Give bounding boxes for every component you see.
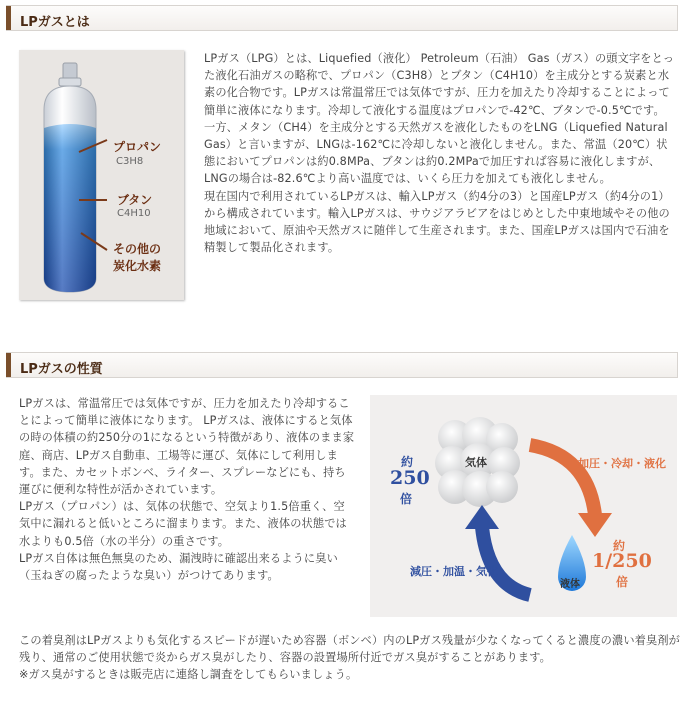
paragraph: LPガス（LPG）とは、Liquefied（液化） Petroleum（石油） Gas（ガス）の頭文字をとった液化石油ガスの略称で、プロパン（C3H8）とブタン（C4H10）を主成分とする炭素と水素の化合物です。LPガスは常温常圧では気体ですが、圧力を加えたり冷却することによって簡単に液体になります。冷却して液化する温度はプロパンで-42℃、ブタンで-0.5℃です。 — [204, 52, 675, 117]
paragraph: LPガス自体は無色無臭のため、漏洩時に確認出来るように臭い（玉ねぎの腐ったような臭い）がつけてあります。 — [19, 551, 338, 583]
left-unit: 倍 — [400, 492, 413, 506]
right-ratio: 1/250 — [592, 550, 652, 572]
gas-cylinder-figure — [19, 50, 184, 300]
paragraph: LPガスは、常温常圧では気体ですが、圧力を加えたり冷却することによって簡単に液体になります。 LPガスは、液体にすると気体の時の体積の約250分の1になるという特徴があり、液体のまま家庭、商店、LPガス自動車、工場等に運び、気体にして利用します。また、カセットボンベ、ライター、スプレーなどにも、持ち運びに便利な特性が活かされています。 — [19, 397, 355, 497]
section-title: LPガスとは — [20, 15, 90, 30]
paragraph: この着臭剤はLPガスよりも気化するスピードが遅いため容器（ボンベ）内のLPガス残量が少なくなってくると濃度の濃い着臭剤が残り、通常のご使用状態で炎からガス臭がしたり、容器の設置場所付近でガス臭がすることがあります。 — [19, 634, 681, 665]
section-header-lpgas — [6, 5, 678, 31]
expand-label: 減圧・加温・気化 — [410, 565, 498, 578]
left-approx: 約 — [401, 455, 414, 469]
propane-label: プロパン — [113, 140, 162, 154]
liquid-label: 液体 — [560, 579, 580, 590]
phase-change-figure — [370, 395, 677, 617]
phase-cycle-diagram — [370, 395, 677, 617]
header-accent-bar — [6, 353, 11, 377]
paragraph: 一方、メタン（CH4）を主成分とする天然ガスを液化したものをLNG（Liquefied Natural Gas）と言いますが、LNGは-162℃に冷却しないと液化しません。また、常温（20℃）状態においてプロパンは約0.8MPa、ブタンは約0.2MPaで加圧すれば容易に液化しますが、LNGの場合は-82.6℃より高い温度では、いくら圧力を加えても液化しません。 — [204, 120, 668, 186]
paragraph: LPガス（プロパン）は、気体の状態で、空気より1.5倍重く、空気中に漏れると低いところに溜まります。また、液体の状態では水よりも0.5倍（水の半分）の重さです。 — [19, 500, 347, 548]
butane-label: ブタン — [117, 193, 153, 207]
header-accent-bar — [6, 6, 11, 30]
other-hydrocarbons-label-2: 炭化水素 — [113, 259, 162, 273]
gas-label: 気体 — [465, 456, 487, 469]
section2-text — [19, 395, 355, 584]
right-approx: 約 — [613, 539, 626, 553]
butane-formula: C4H10 — [117, 208, 151, 219]
left-ratio: 250 — [390, 467, 430, 489]
other-hydrocarbons-label-1: その他の — [113, 242, 162, 256]
section2-full-text — [19, 632, 681, 684]
section1-text — [204, 50, 678, 256]
section-header-properties — [6, 352, 678, 378]
propane-formula: C3H8 — [116, 156, 144, 167]
compress-arrow-icon — [578, 513, 612, 537]
section-title: LPガスの性質 — [20, 362, 103, 377]
paragraph: 現在国内で利用されているLPガスは、輸入LPガス（約4分の3）と国産LPガス（約4分の1）から構成されています。輸入LPガスは、サウジアラビアをはじめとした中東地域やその他の地域において、原油や天然ガスに随伴して生産されます。また、国産LPガスは国内で石油を精製して製品化されます。 — [204, 189, 670, 255]
paragraph: ※ガス臭がするときは販売店に連絡し調査をしてもらいましょう。 — [19, 668, 358, 682]
compress-label: 加圧・冷却・液化 — [578, 457, 666, 470]
expand-arrow-icon — [465, 505, 499, 529]
right-unit: 倍 — [616, 575, 629, 589]
